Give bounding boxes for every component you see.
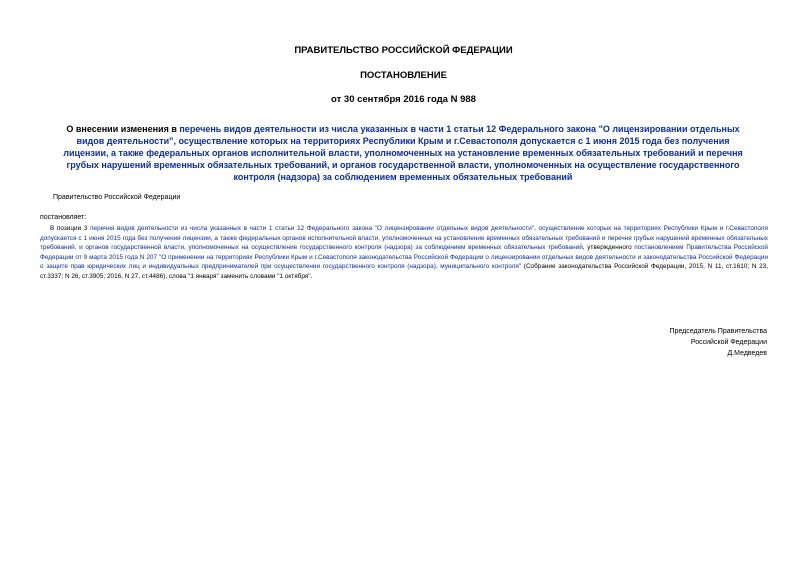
signature-block <box>670 326 767 359</box>
document-type: ПОСТАНОВЛЕНИЕ <box>360 70 447 81</box>
body-part3: (Собрание законодательства Российской Федерации, 2015, N 11, ст.1610; N 23, ст.3337; N 26, ст.3905; 2016, N 27, ст.4486), слова "1 января" заменить словами "1 октября". <box>40 263 768 280</box>
title-prefix: О внесении изменения в <box>66 124 180 134</box>
resolves-text: постановляет: <box>40 214 87 221</box>
signature-line-3: Д.Медведев <box>727 350 767 357</box>
government-heading: ПРАВИТЕЛЬСТВО РОССИЙСКОЙ ФЕДЕРАЦИИ <box>294 45 513 56</box>
body-link-list[interactable]: перечня видов деятельности из числа указанных в части 1 статьи 12 Федерального закона "О лицензировании отдельных видов деятельности", осуществление которых на территориях Республики Крым и г.Севастополя допускается с 1 июня 2015 года без получения лицензии, а также федеральных органов исполнительной власти, уполномоченных на установление временных обязательных требований и перечня грубых нарушений временных обязательных требований, и органов государственной власти, уполномоченных на осуществление государственного контроля (надзора) за соблюдением временных обязательных требований <box>40 225 768 251</box>
body-part1: В позиции 3 <box>50 225 91 232</box>
signature-line-2: Российской Федерации <box>690 339 767 346</box>
title-link[interactable]: перечень видов деятельности из числа указанных в части 1 статьи 12 Федерального закона "О лицензировании отдельных видов деятельности", осуществление которых на территориях Республики Крым и г.Севастополя допускается с 1 июня 2015 года без получения лицензии, а также федеральных органов исполнительной власти, уполномоченных на установление временных обязательных требований и перечня грубых нарушений временных обязательных требований, и органов государственной власти, уполномоченных на осуществление государственного контроля (надзора) за соблюдением временных обязательных требований <box>63 124 743 182</box>
intro-text: Правительство Российской Федерации <box>53 194 181 201</box>
signature-line-1: Председатель Правительства <box>669 328 767 335</box>
document-date-number: от 30 сентября 2016 года N 988 <box>331 94 476 105</box>
body-paragraph <box>40 224 768 281</box>
body-part2: , утвержденного <box>582 244 635 251</box>
body-link-resolution[interactable]: постановлением Правительства Российской Федерации от 9 марта 2015 года N 207 "О применении на территориях Республики Крым и г.Севастополя законодательства Российской Федерации о лицензировании отдельных видов деятельности и законодательства Российской Федерации о защите прав юридических лиц и индивидуальных предпринимателей при осуществлении государственного контроля (надзора), муниципального контроля" <box>40 244 768 270</box>
document-title <box>58 123 748 183</box>
